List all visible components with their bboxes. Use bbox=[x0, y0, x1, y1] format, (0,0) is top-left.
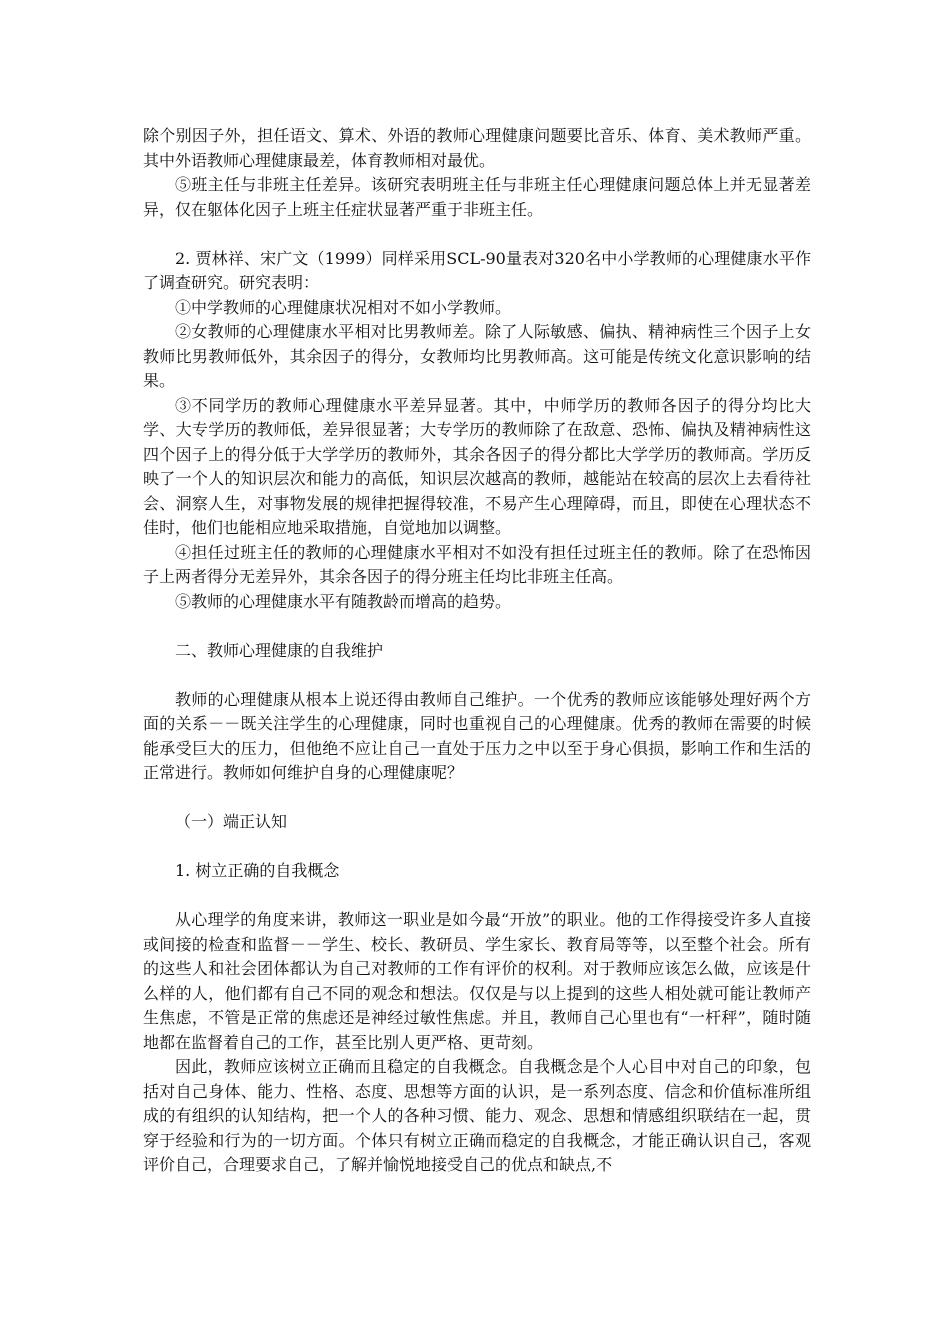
paragraph: ③不同学历的教师心理健康水平差异显著。其中，中师学历的教师各因子的得分均比大学、大专学历的教师低，差异很显著；大专学历的教师除了在敌意、恐怖、偏执及精神病性这四个因子上的得分低于大学学历的教师外，其余各因子的得分都比大学学历的教师高。学历反映了一个人的知识层次和能力的高低，知识层次越高的教师，越能站在较高的层次上去看待社会、洞察人生，对事物发展的规律把握得较准，不易产生心理障碍，而且，即使在心理状态不佳时，他们也能相应地采取措施，自觉地加以调整。 bbox=[143, 395, 811, 537]
paragraph: 除个别因子外，担任语文、算术、外语的教师心理健康问题要比音乐、体育、美术教师严重。其中外语教师心理健康最差，体育教师相对最优。 bbox=[143, 126, 811, 170]
paragraph: ⑤班主任与非班主任差异。该研究表明班主任与非班主任心理健康问题总体上并无显著差异，仅在躯体化因子上班主任症状显著严重于非班主任。 bbox=[143, 175, 811, 219]
paragraph: ①中学教师的心理健康状况相对不如小学教师。 bbox=[175, 297, 512, 317]
paragraph-spacer bbox=[143, 614, 811, 639]
paragraph: ④担任过班主任的教师的心理健康水平相对不如没有担任过班主任的教师。除了在恐怖因子上两者得分无差异外，其余各因子的得分班主任均比非班主任高。 bbox=[143, 542, 811, 586]
paragraph-spacer bbox=[143, 663, 811, 688]
paragraph: 从心理学的角度来讲，教师这一职业是如今最“开放”的职业。他的工作得接受许多人直接或间接的检查和监督－－学生、校长、教研员、学生家长、教育局等等，以至整个社会。所有的这些人和社会团体都认为自己对教师的工作有评价的权利。对于教师应该怎么做，应该是什么样的人，他们都有自己不同的观念和想法。仅仅是与以上提到的这些人相处就可能让教师产生焦虑，不管是正常的焦虑还是神经过敏性焦虑。并且，教师自己心里也有“一杆秤”，随时随地都在监督着自己的工作，甚至比别人更严格、更苛刻。 bbox=[143, 910, 811, 1052]
paragraph: ⑤教师的心理健康水平有随教龄而增高的趋势。 bbox=[175, 591, 512, 611]
paragraph-spacer bbox=[143, 222, 811, 247]
paragraph: （一）端正认知 bbox=[175, 812, 288, 831]
paragraph-spacer bbox=[143, 884, 811, 909]
paragraph-spacer bbox=[143, 786, 811, 811]
paragraph: 因此，教师应该树立正确而且稳定的自我概念。自我概念是个人心目中对自己的印象，包括对自己身体、能力、性格、态度、思想等方面的认识，是一系列态度、信念和价值标准所组成的有组织的认知结构，把一个人的各种习惯、能力、观念、思想和情感组织联结在一起，贯穿于经验和行为的一切方面。个体只有树立正确而稳定的自我概念，才能正确认识自己，客观评价自己，合理要求自己，了解并愉悦地接受自己的优点和缺点,不 bbox=[143, 1057, 811, 1174]
paragraph-spacer bbox=[143, 835, 811, 860]
paragraph: 教师的心理健康从根本上说还得由教师自己维护。一个优秀的教师应该能够处理好两个方面的关系－－既关注学生的心理健康，同时也重视自己的心理健康。优秀的教师在需要的时候能承受巨大的压力，但他绝不应让自己一直处于压力之中以至于身心俱损，影响工作和生活的正常进行。教师如何维护自身的心理健康呢？ bbox=[143, 689, 811, 782]
paragraph: 1. 树立正确的自我概念 bbox=[175, 861, 340, 880]
paragraph: 2. 贾林祥、宋广文（1999）同样采用SCL-90量表对320名中小学教师的心理健康水平作了调查研究。研究表明： bbox=[143, 248, 811, 292]
document-page bbox=[143, 124, 811, 1178]
paragraph: ②女教师的心理健康水平相对比男教师差。除了人际敏感、偏执、精神病性三个因子上女教师比男教师低外，其余因子的得分，女教师均比男教师高。这可能是传统文化意识影响的结果。 bbox=[143, 322, 811, 390]
paragraph: 二、教师心理健康的自我维护 bbox=[175, 640, 384, 660]
